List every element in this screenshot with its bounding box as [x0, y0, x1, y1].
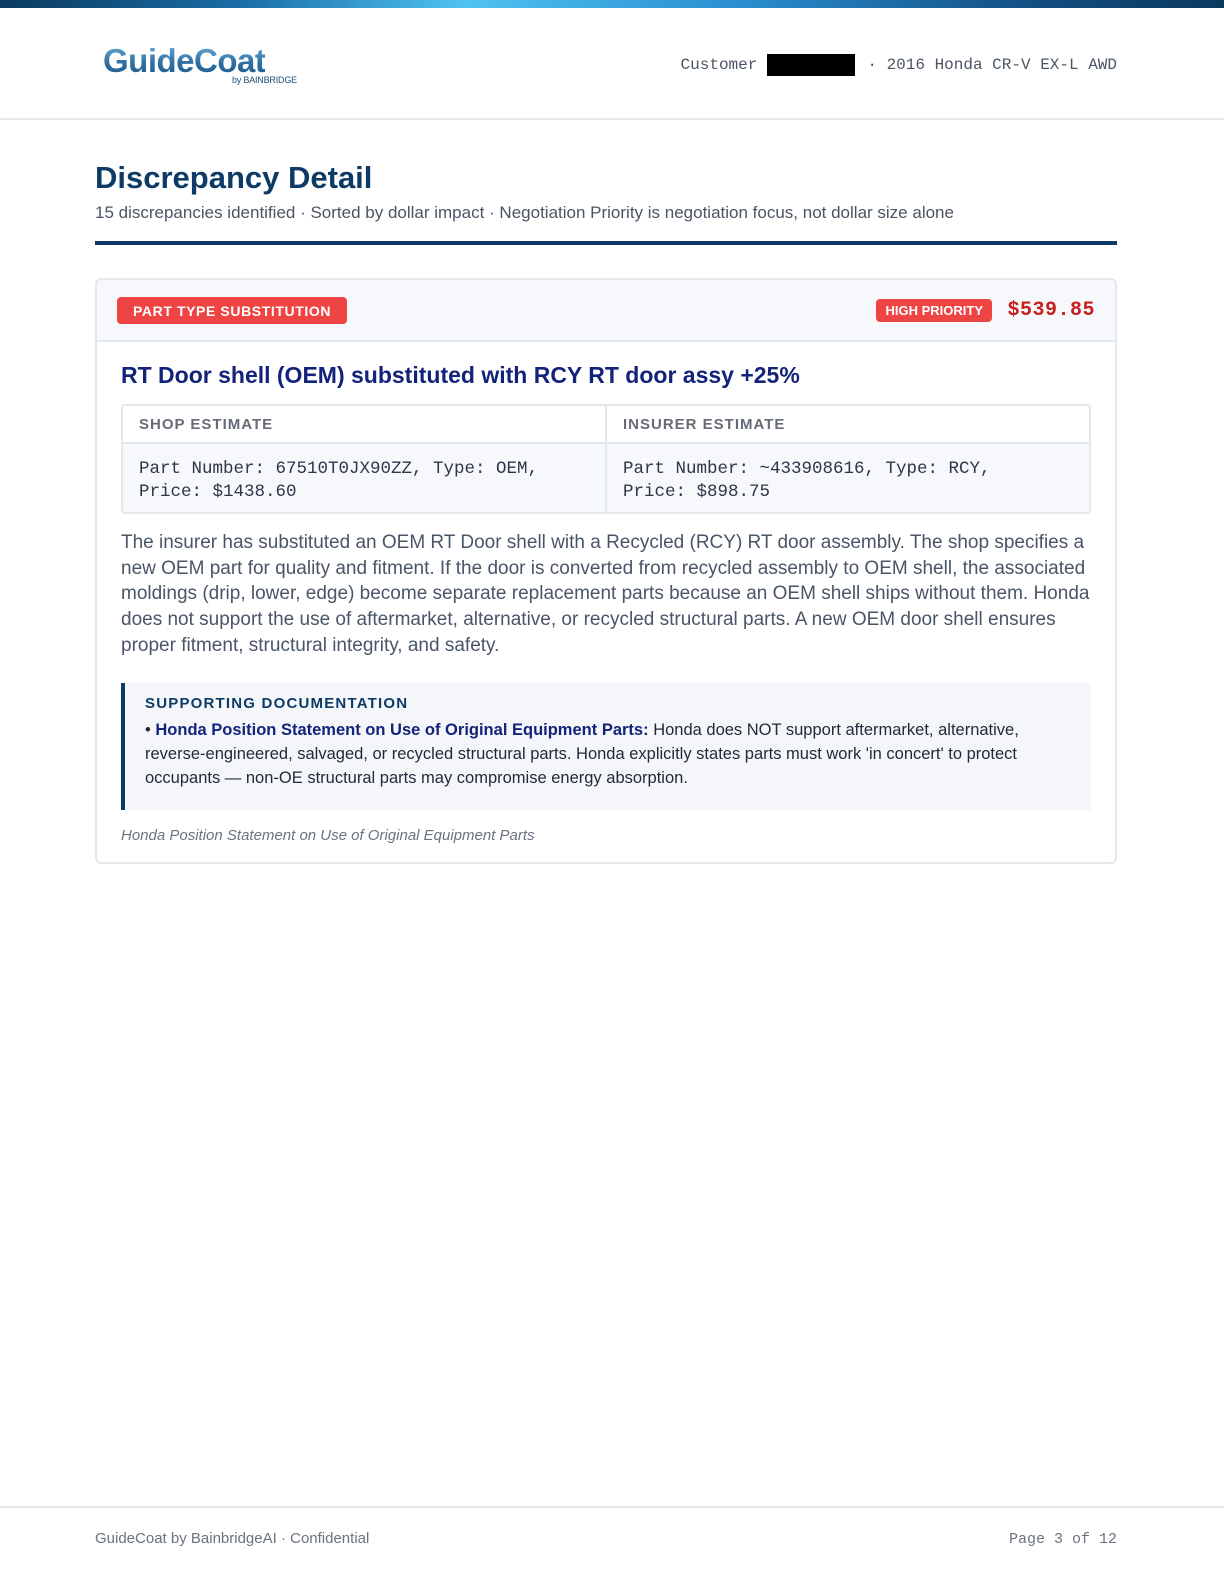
discrepancy-card — [95, 278, 1117, 864]
estimate-comparison-table — [121, 404, 1091, 514]
guidecoat-logo — [103, 42, 323, 90]
logo-wordmark: GuideCoat — [103, 42, 266, 79]
insurer-estimate-value — [607, 444, 1089, 512]
card-header — [97, 280, 1115, 342]
page-number: Page 3 of 12 — [1008, 1531, 1117, 1548]
supporting-documentation — [121, 683, 1091, 810]
footer-confidential: GuideCoat by BainbridgeAI · Confidential — [95, 1530, 370, 1547]
discrepancy-type-badge: PART TYPE SUBSTITUTION — [117, 297, 347, 324]
redacted-customer-name — [767, 54, 855, 76]
discrepancy-title: RT Door shell (OEM) substituted with RCY RT door assy +25% — [121, 362, 800, 388]
priority-badge: HIGH PRIORITY — [876, 299, 992, 322]
shop-estimate-line-2: Price: $1438.60 — [139, 482, 297, 502]
insurer-estimate-line-2: Price: $898.75 — [623, 482, 771, 502]
bullet: • — [145, 721, 151, 739]
page-header — [0, 8, 1224, 120]
logo-byline: by BAINBRIDGE — [232, 75, 297, 85]
insurer-estimate-column — [605, 406, 1089, 512]
dollar-impact: $539.85 — [1007, 299, 1095, 322]
page-title: Discrepancy Detail — [95, 160, 373, 195]
supporting-documentation-label: SUPPORTING DOCUMENTATION — [145, 695, 409, 712]
documentation-text: Honda does NOT support aftermarket, alternative, reverse-engineered, salvaged, or recycled structural parts. Honda explicitly states parts must work 'in concert' to protect occupants — non-OE structural parts may compromise energy absorption. — [145, 721, 1019, 787]
discrepancy-description: The insurer has substituted an OEM RT Door shell with a Recycled (RCY) RT door assembly. The shop specifies a new OEM part for quality and fitment. If the door is converted from recycled assembly to OEM shell, the associated moldings (drip, lower, edge) become separate replacement parts because an OEM shell ships without them. Honda does not support the use of aftermarket, alternative, or recycled structural parts. A new OEM door shell ensures proper fitment, structural integrity, and safety. — [121, 532, 1090, 656]
insurer-estimate-line-1: Part Number: ~433908616, Type: RCY, — [623, 459, 991, 479]
documentation-source: Honda Position Statement on Use of Original Equipment Parts: — [155, 721, 649, 739]
source-caption: Honda Position Statement on Use of Original Equipment Parts — [121, 827, 535, 844]
shop-estimate-header: SHOP ESTIMATE — [123, 406, 605, 444]
title-divider — [95, 241, 1117, 245]
footer-divider — [0, 1506, 1224, 1508]
top-accent-bar — [0, 0, 1224, 8]
insurer-estimate-header: INSURER ESTIMATE — [607, 406, 1089, 444]
shop-estimate-value — [123, 444, 605, 512]
vehicle-label: · 2016 Honda CR-V EX-L AWD — [867, 56, 1117, 74]
shop-estimate-column — [123, 406, 605, 512]
customer-vehicle-meta — [681, 54, 1117, 76]
customer-label: Customer — [680, 56, 758, 74]
page-subtitle: 15 discrepancies identified · Sorted by dollar impact · Negotiation Priority is negotiation focus, not dollar size alone — [95, 203, 954, 222]
shop-estimate-line-1: Part Number: 67510T0JX90ZZ, Type: OEM, — [139, 459, 539, 479]
supporting-documentation-item — [145, 718, 1075, 790]
